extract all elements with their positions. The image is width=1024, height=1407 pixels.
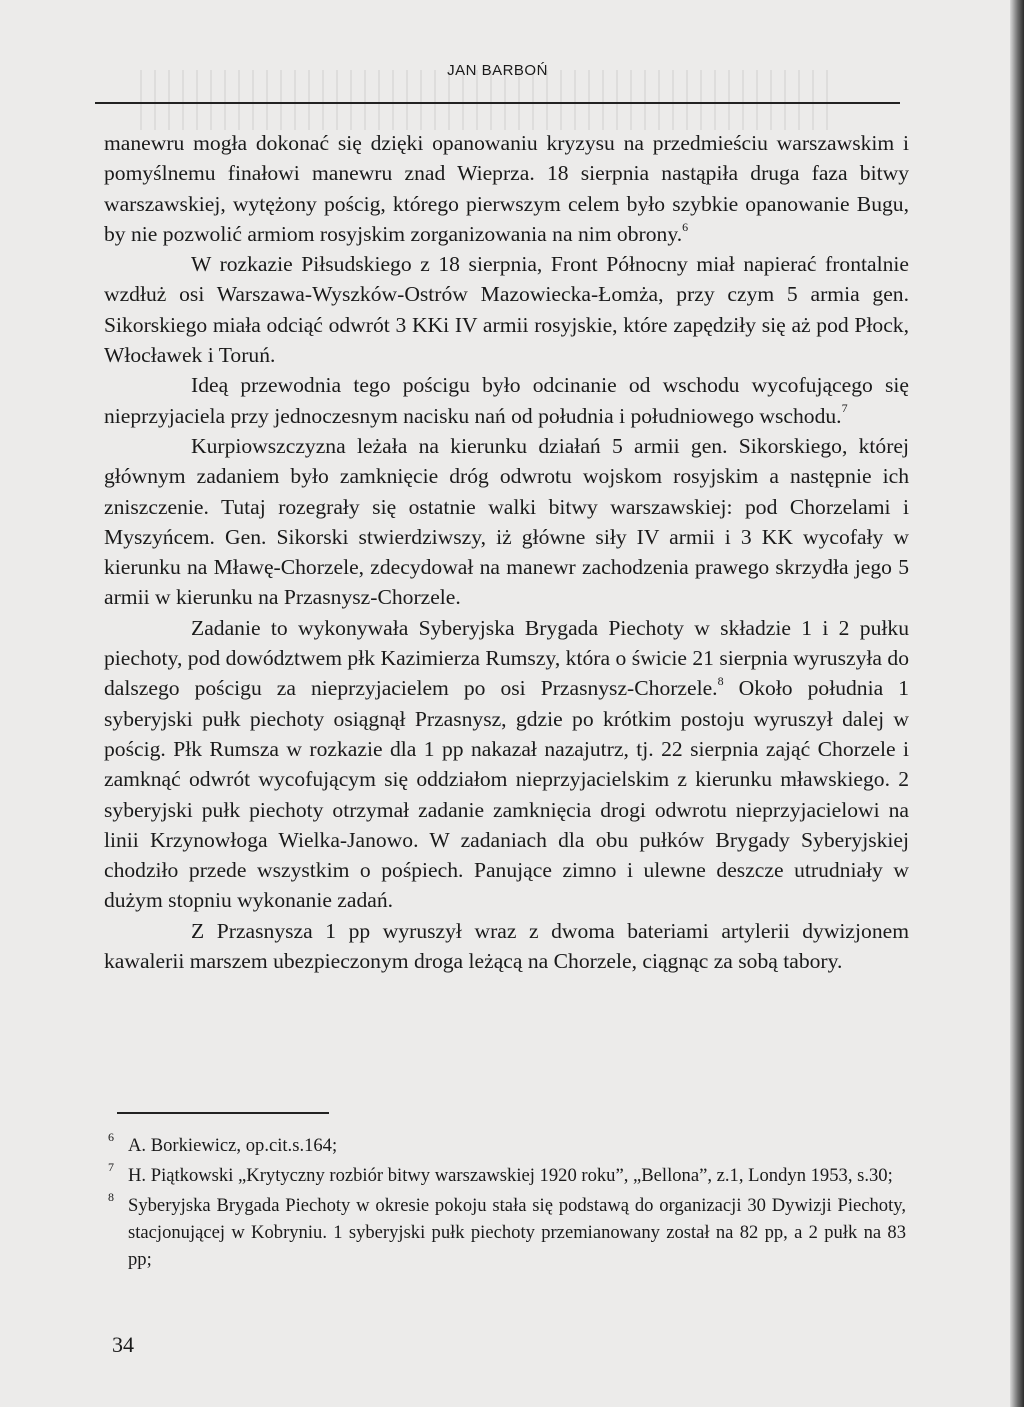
footnote-separator <box>117 1112 329 1114</box>
footnote-ref-6[interactable]: 6 <box>682 219 689 234</box>
footnote-number: 8 <box>108 1190 114 1204</box>
footnote-7 <box>106 1162 906 1189</box>
paragraph-3 <box>104 370 909 431</box>
paragraph-text: manewru mogła dokonać się dzięki opanowaniu kryzysu na przedmieściu warszawskim i pomyślnemu finałowi manewru znad Wieprza. 18 sierpnia nastąpiła druga faza bitwy warszawskiej, wytężony pościg, którego pierwszym celem było szybkie opanowanie Bugu, by nie pozwolić armiom rosyjskim zorganizowania na nim obrony. <box>104 131 909 246</box>
footnote-ref-8[interactable]: 8 <box>717 674 724 689</box>
footnote-number: 7 <box>108 1160 114 1174</box>
footnote-text: H. Piątkowski „Krytyczny rozbiór bitwy warszawskiej 1920 roku”, „Bellona”, z.1, Londyn 1953, s.30; <box>128 1165 893 1186</box>
paragraph-text: Ideą przewodnia tego pościgu było odcinanie od wschodu wycofującego się nieprzyjaciela przy jednoczesnym nacisku nań od południa i południowego wschodu. <box>104 373 909 428</box>
footnote-number: 6 <box>108 1130 114 1144</box>
header-rule <box>95 102 900 104</box>
paragraph-text: Zadanie to wykonywała Syberyjska Brygada Piechoty w składzie 1 i 2 pułku piechoty, pod dowództwem płk Kazimierza Rumszy, która o świcie 21 sierpnia wyruszyła do dalszego pościgu za nieprzyjacielem po osi Przasnysz-Chorzele. <box>104 615 909 701</box>
page-number: 34 <box>112 1332 134 1357</box>
paragraph-4 <box>104 431 909 613</box>
footnotes <box>106 1132 906 1273</box>
footnote-6 <box>106 1132 906 1159</box>
paragraph-5 <box>104 613 909 916</box>
footnote-8 <box>106 1192 906 1273</box>
running-header: JAN BARBOŃ <box>447 62 548 79</box>
paragraph-1 <box>104 128 909 249</box>
page-edge-shadow <box>1010 0 1024 1407</box>
footnote-text: A. Borkiewicz, op.cit.s.164; <box>128 1135 338 1156</box>
paragraph-text: Około południa 1 syberyjski pułk piechoty osiągnął Przasnysz, gdzie po krótkim postoju wyruszył dalej w pościg. Płk Rumsza w rozkazie dla 1 pp nakazał nazajutrz, tj. 22 sierpnia zająć Chorzele i zamknąć odwrót wycofującym się oddziałom nieprzyjacielskim z kierunku mławskiego. 2 syberyjski pułk piechoty otrzymał zadanie zamknięcia drogi odwrotu nieprzyjacielowi na linii Krzynowłoga Wielka-Janowo. W zadaniach dla obu pułków Brygady Syberyjskiej chodziło przede wszystkim o pośpiech. Panujące zimno i ulewne deszcze utrudniały w dużym stopniu wykonanie zadań. <box>104 676 910 913</box>
main-text <box>104 128 909 976</box>
paragraph-text: Kurpiowszczyzna leżała na kierunku działań 5 armii gen. Sikorskiego, której głównym zadaniem było zamknięcie dróg odwrotu wojskom rosyjskim a następnie ich zniszczenie. Tutaj rozegrały się ostatnie walki bitwy warszawskiej: pod Chorzelami i Myszyńcem. Gen. Sikorski stwierdziwszy, iż główne siły IV armii i 3 KK wycofały w kierunku na Mławę-Chorzele, zdecydował na manewr zachodzenia prawego skrzydła jego 5 armii w kierunku na Przasnysz-Chorzele. <box>104 433 909 610</box>
paragraph-text: Z Przasnysza 1 pp wyruszył wraz z dwoma bateriami artylerii dywizjonem kawalerii marszem ubezpieczonym droga leżącą na Chorzele, ciągnąc za sobą tabory. <box>104 918 909 974</box>
paragraph-2 <box>104 249 909 370</box>
footnote-text: Syberyjska Brygada Piechoty w okresie pokoju stała się podstawą do organizacji 30 Dywizji Piechoty, stacjonującej w Kobryniu. 1 syberyjski pułk piechoty przemianowany został na 82 pp, a 2 pułk na 83 pp; <box>128 1195 906 1270</box>
footnote-ref-7[interactable]: 7 <box>841 401 848 416</box>
paragraph-text: W rozkazie Piłsudskiego z 18 sierpnia, Front Północny miał napierać frontalnie wzdłuż osi Warszawa-Wyszków-Ostrów Mazowiecka-Łomża, przy czym 5 armia gen. Sikorskiego miała odciąć odwrót 3 KKi IV armii rosyjskie, które zapędziły się aż pod Płock, Włocławek i Toruń. <box>104 252 909 368</box>
bleed-through-texture <box>140 70 840 130</box>
paragraph-6 <box>104 916 909 977</box>
